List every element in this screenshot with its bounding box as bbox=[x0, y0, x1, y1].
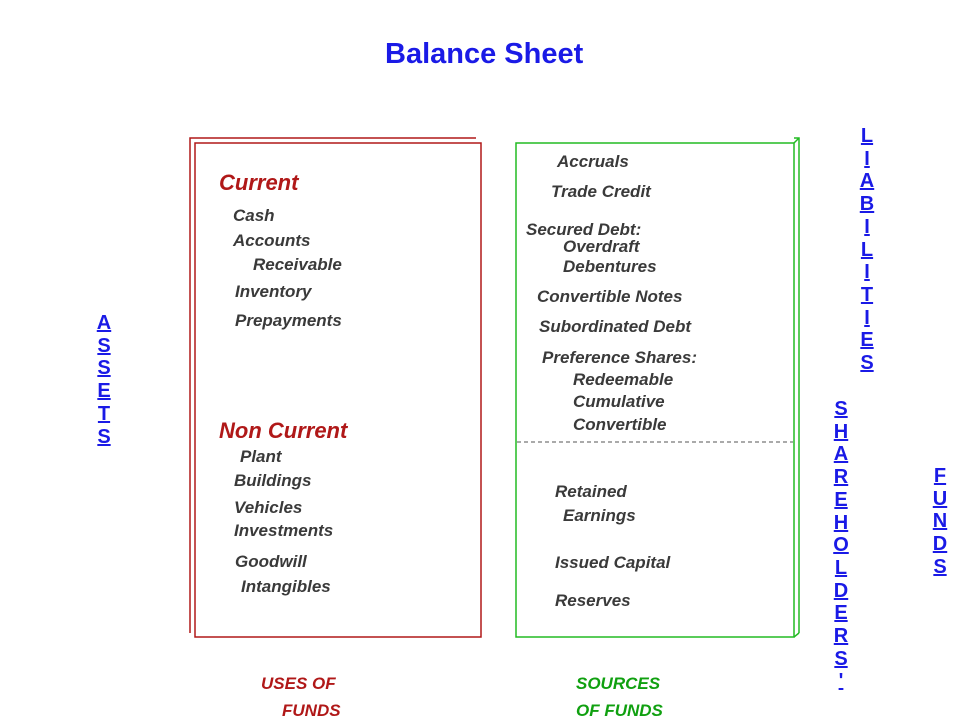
assets-label: A S S E T S bbox=[96, 312, 112, 448]
liability-item-convertible-notes: Convertible Notes bbox=[537, 287, 683, 306]
uses-of-funds-line2: FUNDS bbox=[282, 701, 341, 720]
non-current-assets-heading: Non Current bbox=[219, 418, 348, 443]
asset-item-prepayments: Prepayments bbox=[235, 311, 342, 330]
asset-item-goodwill: Goodwill bbox=[235, 552, 307, 571]
asset-item-accounts: Accounts bbox=[233, 231, 311, 250]
liability-item-trade-credit: Trade Credit bbox=[551, 182, 651, 201]
equity-item-issued-capital: Issued Capital bbox=[555, 553, 671, 572]
liability-item-secured-debt: Secured Debt: bbox=[526, 220, 642, 239]
page-title: Balance Sheet bbox=[385, 38, 584, 70]
shareholders-label: S H A R E H O L D E R S ' bbox=[833, 398, 849, 693]
liability-item-debentures: Debentures bbox=[563, 257, 657, 276]
liability-item-redeemable: Redeemable bbox=[573, 370, 674, 389]
liabilities-label: L I A B I L I T I E S bbox=[859, 125, 875, 375]
funds-label: F U N D S bbox=[932, 465, 948, 578]
asset-item-buildings: Buildings bbox=[234, 471, 312, 490]
asset-item-investments: Investments bbox=[234, 521, 334, 540]
asset-item-receivable: Receivable bbox=[253, 255, 342, 274]
uses-of-funds-line1: USES OF bbox=[261, 674, 336, 693]
sources-of-funds-line2: OF FUNDS bbox=[576, 701, 663, 720]
equity-item-earnings: Earnings bbox=[563, 506, 636, 525]
liability-item-preference-shares: Preference Shares: bbox=[542, 348, 697, 367]
equity-item-reserves: Reserves bbox=[555, 591, 631, 610]
liability-item-overdraft: Overdraft bbox=[563, 237, 640, 256]
liability-item-cumulative: Cumulative bbox=[573, 392, 665, 411]
asset-item-intangibles: Intangibles bbox=[241, 577, 331, 596]
asset-item-inventory: Inventory bbox=[235, 282, 312, 301]
asset-item-plant: Plant bbox=[240, 447, 282, 466]
liability-item-accruals: Accruals bbox=[557, 152, 629, 171]
sources-of-funds-line1: SOURCES bbox=[576, 674, 661, 693]
asset-item-vehicles: Vehicles bbox=[234, 498, 303, 517]
liability-item-convertible: Convertible bbox=[573, 415, 667, 434]
equity-item-retained: Retained bbox=[555, 482, 627, 501]
liability-item-subordinated-debt: Subordinated Debt bbox=[539, 317, 692, 336]
asset-item-cash: Cash bbox=[233, 206, 275, 225]
current-assets-heading: Current bbox=[219, 170, 299, 195]
